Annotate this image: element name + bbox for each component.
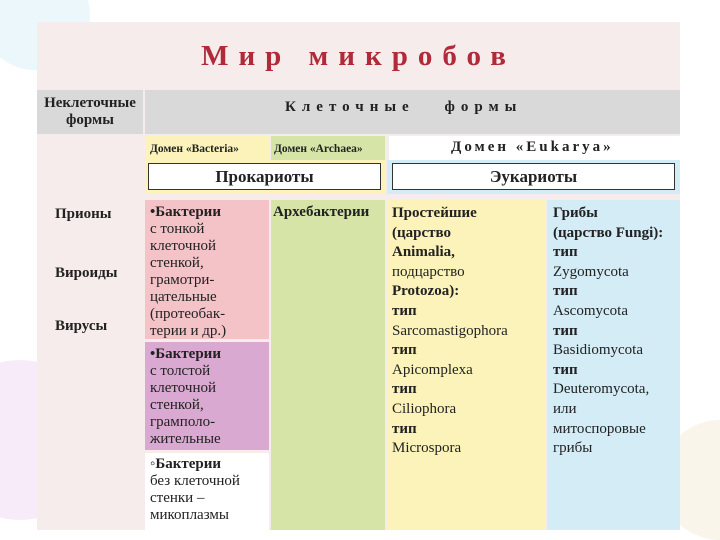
- bacteria-none-line: микоплазмы: [150, 507, 229, 523]
- bacteria-thin-wall-cell: [145, 200, 269, 339]
- bacteria-thin-line: терии и др.): [150, 323, 227, 339]
- protozoa-line: подцарство: [392, 263, 465, 280]
- fungi-line: (царство Fungi):: [553, 224, 664, 241]
- fungi-list: [553, 204, 680, 459]
- fungi-line: грибы: [553, 440, 593, 457]
- protozoa-line: Apicomplexa: [392, 361, 473, 378]
- group-prokaryotes: Прокариоты: [215, 167, 314, 186]
- protozoa-line: Protozoa):: [392, 283, 460, 300]
- header-noncellular-line1: Неклеточные: [44, 95, 136, 111]
- fungi-line: Ascomycota: [553, 302, 628, 319]
- bacteria-thick-line: •Бактерии: [150, 346, 221, 362]
- fungi-line: митоспоровые: [553, 420, 646, 437]
- bacteria-thick-line: стенкой,: [150, 397, 204, 413]
- bacteria-thick-wall-cell: [145, 342, 269, 450]
- bacteria-thick-line: с толстой: [150, 363, 211, 379]
- noncellular-column: [37, 134, 143, 530]
- bacteria-thin-line: с тонкой: [150, 221, 205, 237]
- bacteria-thin-line: •Бактерии: [150, 204, 221, 220]
- protozoa-line: Простейшие: [392, 205, 477, 221]
- fungi-line: тип: [553, 322, 578, 339]
- fungi-line: Грибы: [553, 205, 598, 221]
- bacteria-thick-wall-list: [150, 346, 269, 448]
- bacteria-no-wall-cell: [145, 453, 269, 530]
- domain-archaea-cell: [271, 136, 385, 160]
- protozoa-line: Sarcomastigophora: [392, 322, 508, 339]
- fungi-line: Deuteromycota,: [553, 381, 650, 398]
- fungi-line: или: [553, 400, 577, 417]
- protozoa-cell: [387, 200, 545, 530]
- bacteria-thin-line: стенкой,: [150, 255, 204, 271]
- fungi-line: тип: [553, 283, 578, 300]
- domain-bacteria: Домен «Bacteria»: [150, 143, 239, 155]
- bacteria-none-line: ◦Бактерии: [150, 456, 222, 472]
- fungi-line: тип: [553, 244, 578, 261]
- domain-eukarya: Домен «Eukarya»: [451, 139, 614, 155]
- group-eukaryotes-box: [392, 163, 675, 190]
- group-prokaryotes-box: [148, 163, 381, 190]
- domain-archaea: Домен «Archaea»: [274, 143, 363, 155]
- fungi-line: Zygomycota: [553, 263, 629, 280]
- archaea-cell: [271, 200, 385, 530]
- page-title: Мир микробов: [201, 40, 516, 72]
- item-prions: Прионы: [55, 206, 112, 222]
- protozoa-line: тип: [392, 342, 417, 359]
- item-viroids: Вироиды: [55, 265, 118, 281]
- protozoa-line: тип: [392, 381, 417, 398]
- bacteria-thin-line: грамотри-: [150, 272, 215, 288]
- archaea-label: Архебактерии: [273, 204, 370, 220]
- bacteria-none-line: стенки –: [150, 490, 205, 506]
- fungi-line: Basidiomycota: [553, 342, 643, 359]
- item-viruses: Вирусы: [55, 318, 108, 334]
- bacteria-no-wall-list: [150, 456, 269, 524]
- bacteria-thin-line: клеточной: [150, 238, 216, 254]
- protozoa-line: Microspora: [392, 440, 462, 457]
- slide-sheet: [37, 22, 680, 530]
- fungi-line: тип: [553, 361, 578, 378]
- protozoa-line: тип: [392, 302, 417, 319]
- bacteria-thick-line: жительные: [150, 431, 221, 447]
- bacteria-thin-wall-list: [150, 204, 269, 340]
- protozoa-line: Ciliophora: [392, 400, 457, 417]
- bacteria-thin-line: цательные: [150, 289, 217, 305]
- bacteria-none-line: без клеточной: [150, 473, 240, 489]
- bacteria-thick-line: грамполо-: [150, 414, 216, 430]
- header-noncellular-line2: формы: [66, 112, 114, 128]
- header-cellular-label: Клеточные формы: [285, 99, 523, 115]
- bacteria-thin-line: (протеобак-: [150, 306, 226, 322]
- header-cellular: [145, 90, 680, 134]
- protozoa-line: Animalia,: [392, 244, 455, 261]
- protozoa-line: (царство: [392, 224, 452, 241]
- bacteria-thick-line: клеточной: [150, 380, 216, 396]
- protozoa-list: [392, 204, 545, 459]
- fungi-cell: [547, 200, 680, 530]
- group-eukaryotes: Эукариоты: [489, 167, 578, 186]
- domain-eukarya-cell: [389, 136, 680, 160]
- domain-bacteria-cell: [145, 136, 269, 160]
- header-noncellular: [37, 90, 143, 134]
- protozoa-line: тип: [392, 420, 417, 437]
